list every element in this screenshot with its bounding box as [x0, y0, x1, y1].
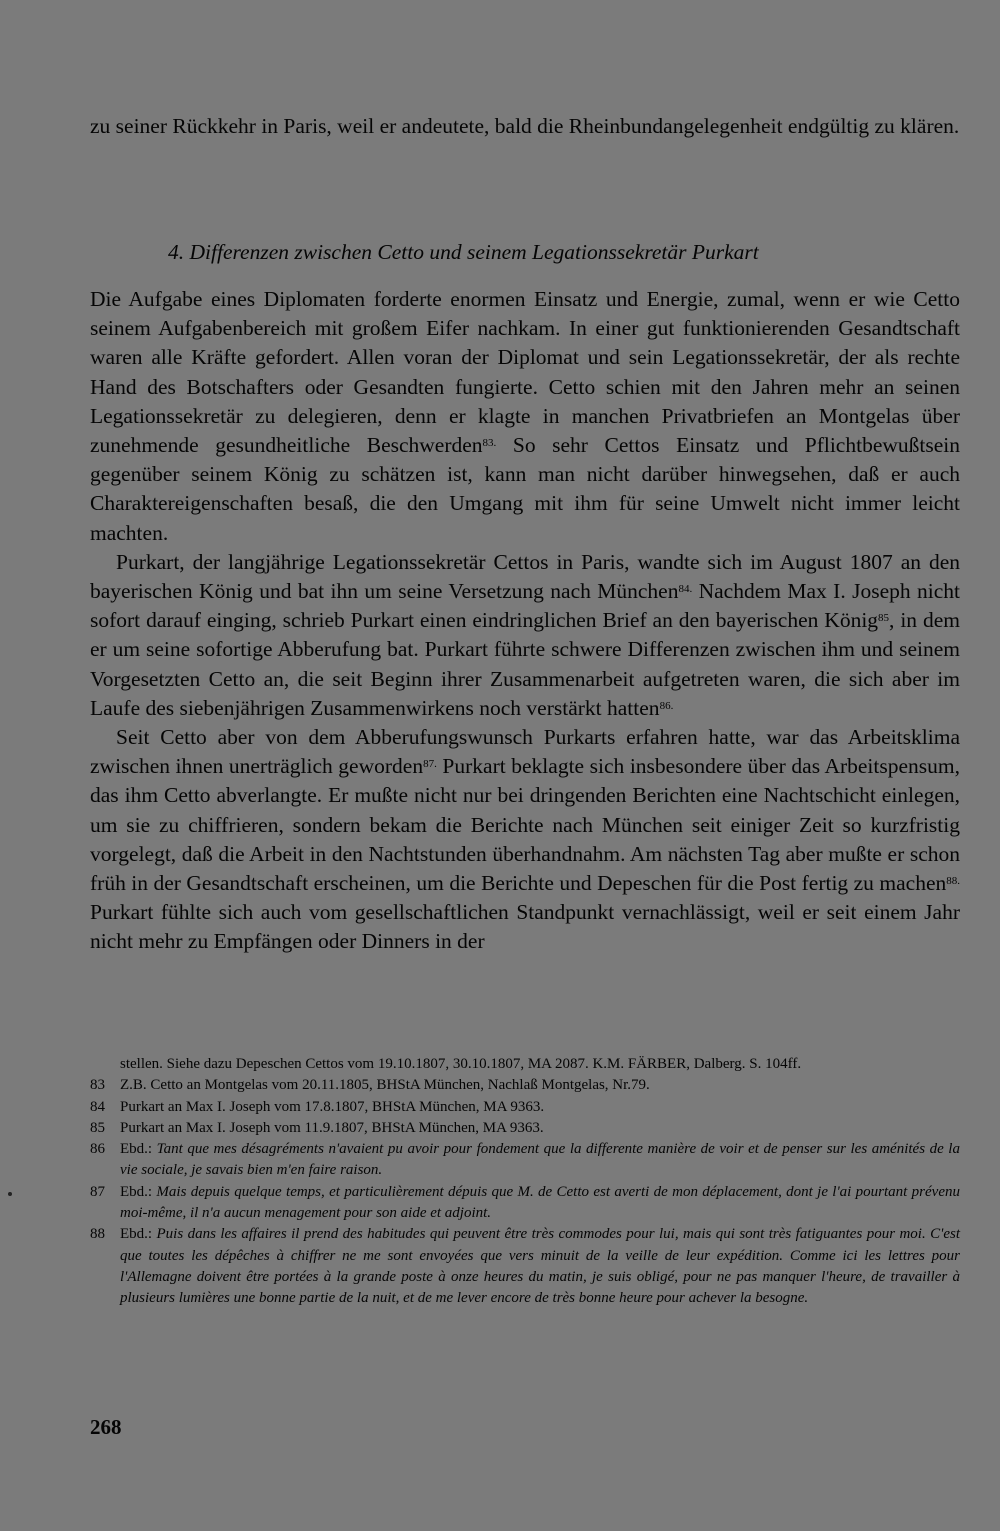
paragraph-text: Seit Cetto aber von dem Abberufungswunsch Purkarts erfahren hatte, war das Arbeitsklima zwischen ihnen unerträglich geworden [90, 725, 960, 779]
footnote-ref: 85 [878, 612, 890, 625]
footnote-text: Z.B. Cetto an Montgelas vom 20.11.1805, BHStA München, Nachlaß Montgelas, Nr.79. [120, 1077, 650, 1094]
paragraph-2 [90, 548, 960, 723]
footnote-text [120, 1139, 960, 1182]
paragraph-text: Purkart beklagte sich insbesondere über das Arbeitspensum, das ihm Cetto abverlangte. Er mußte nicht nur bei dringenden Berichten eine Nachtschicht einlegen, um sie zu chiffrieren, sondern bekam die Berichte nach München seit einiger Zeit so kurzfristig vorgelegt, daß die Arbeit in den Nachtstunden überhandnahm. Am nächsten Tag aber mußte er schon früh in der Gesandtschaft erscheinen, um die Berichte und Depeschen für die Post fertig zu machen [90, 754, 960, 896]
footnote-85 [90, 1118, 960, 1139]
footnote-ref: 84. [678, 583, 693, 596]
paragraph-text: Purkart fühlte sich auch vom gesellschaftlichen Standpunkt vernachlässigt, weil er seit einem Jahr nicht mehr zu Empfängen oder Dinners in der [90, 900, 960, 954]
body-text [90, 285, 960, 957]
footnote-ref: 86. [659, 699, 674, 712]
footnote-ref: 83. [482, 437, 497, 450]
footnote-quote: Mais depuis quelque temps, et particulièrement dépuis que M. de Cetto est averti de mon déplacement, dont je l'ai pourtant prévenu moi-même, il n'a aucun menagement pour son aide et adjoint. [120, 1183, 960, 1222]
footnote-84 [90, 1097, 960, 1118]
footnote-number: 83 [90, 1077, 105, 1094]
footnote-number: 88 [90, 1226, 105, 1243]
paragraph-text: Purkart, der langjährige Legationssekretär Cettos in Paris, wandte sich im August 1807 an den bayerischen König und bat ihn um seine Versetzung nach München [90, 549, 960, 604]
footnote-prefix: Ebd.: [120, 1226, 157, 1243]
footnote-text [120, 1224, 960, 1309]
section-heading: 4. Differenzen zwischen Cetto und seinem Legationssekretär Purkart [168, 240, 759, 264]
footnote-text: Purkart an Max I. Joseph vom 11.9.1807, BHStA München, MA 9363. [120, 1119, 544, 1136]
paragraph-text: , in dem er um seine sofortige Abberufung bat. Purkart führte schwere Differenzen zwischen ihm und seinem Vorgesetzten Cetto an, die seit Beginn ihrer Zusammenarbeit aufgetreten waren, die sich aber im Laufe des siebenjährigen Zusammenwirkens noch verstärkt hatten [90, 608, 960, 720]
footnote-ref: 88. [946, 875, 960, 888]
paragraph-text: Die Aufgabe eines Diplomaten forderte enormen Einsatz und Energie, zumal, wenn er wie Cetto seinem Aufgabenbereich mit großem Eifer nachkam. In einer gut funktionierenden Gesandtschaft waren alle Kräfte gefordert. Allen voran der Diplomat und sein Legationssekretär, der als rechte Hand des Botschafters oder Gesandten fungierte. Cetto schien mit den Jahren mehr an seinen Legationssekretär zu delegieren, denn er klagte in manchen Privatbriefen an Montgelas über zunehmende gesundheitliche Beschwerden [90, 287, 960, 458]
footnote-quote: Puis dans les affaires il prend des habitudes qui peuvent être très commodes pour lui, mais qui sont très fatiguantes pour moi. C'est que toutes les dépêches à chiffrer ne me sont envoyées que vers minuit de la veille de leur expédition. Comme ici les lettres pour l'Allemagne doivent être portées à la grande poste à onze heures du matin, je suis obligé, pour ne pas manquer l'heure, de travailler à plusieurs lumières une bonne partie de la nuit, et de me lever encore de très bonne heure pour achever la besogne. [120, 1226, 960, 1307]
footnote-83 [90, 1075, 960, 1096]
footnote-quote: Tant que mes désagréments n'avaient pu avoir pour fondement que la differente manière de voir et de penser sur les aménités de la vie sociale, je savais bien m'en faire raison. [120, 1141, 960, 1179]
footnote-number: 84 [90, 1098, 105, 1115]
footnote-prefix: Ebd.: [120, 1183, 157, 1200]
page-content [90, 112, 961, 1439]
paragraph-3 [90, 723, 960, 957]
paragraph-text: Nachdem Max I. Joseph nicht sofort darauf einging, schrieb Purkart einen eindringlichen Brief an den bayerischen König [90, 579, 960, 633]
page-number: 268 [90, 1415, 122, 1439]
footnote-number: 85 [90, 1119, 105, 1136]
margin-speck [8, 1192, 12, 1196]
footnote-86 [90, 1139, 960, 1182]
footnote-number: 86 [90, 1141, 105, 1158]
footnote-ref: 87. [423, 758, 437, 771]
footnote-text [120, 1182, 960, 1225]
footnote-88 [90, 1224, 960, 1309]
paragraph-1 [90, 285, 960, 548]
intro-paragraph: zu seiner Rückkehr in Paris, weil er andeutete, bald die Rheinbundangelegenheit endgültig zu klären. [90, 114, 960, 138]
footnotes [90, 1054, 960, 1310]
paragraph-text: So sehr Cettos Einsatz und Pflichtbewußtsein gegenüber seinem König zu schätzen ist, kann man nicht darüber hinwegsehen, daß er auch Charaktereigenschaften besaß, die den Umgang mit ihm für seine Umwelt nicht immer leicht machten. [90, 433, 961, 545]
footnote-prefix: Ebd.: [120, 1141, 157, 1158]
footnote-continuation: stellen. Siehe dazu Depeschen Cettos vom 19.10.1807, 30.10.1807, MA 2087. K.M. FÄRBER, Dalberg. S. 104ff. [120, 1056, 802, 1072]
footnote-number: 87 [90, 1183, 105, 1200]
footnote-87 [90, 1182, 960, 1225]
footnote-text: Purkart an Max I. Joseph vom 17.8.1807, BHStA München, MA 9363. [120, 1098, 545, 1115]
